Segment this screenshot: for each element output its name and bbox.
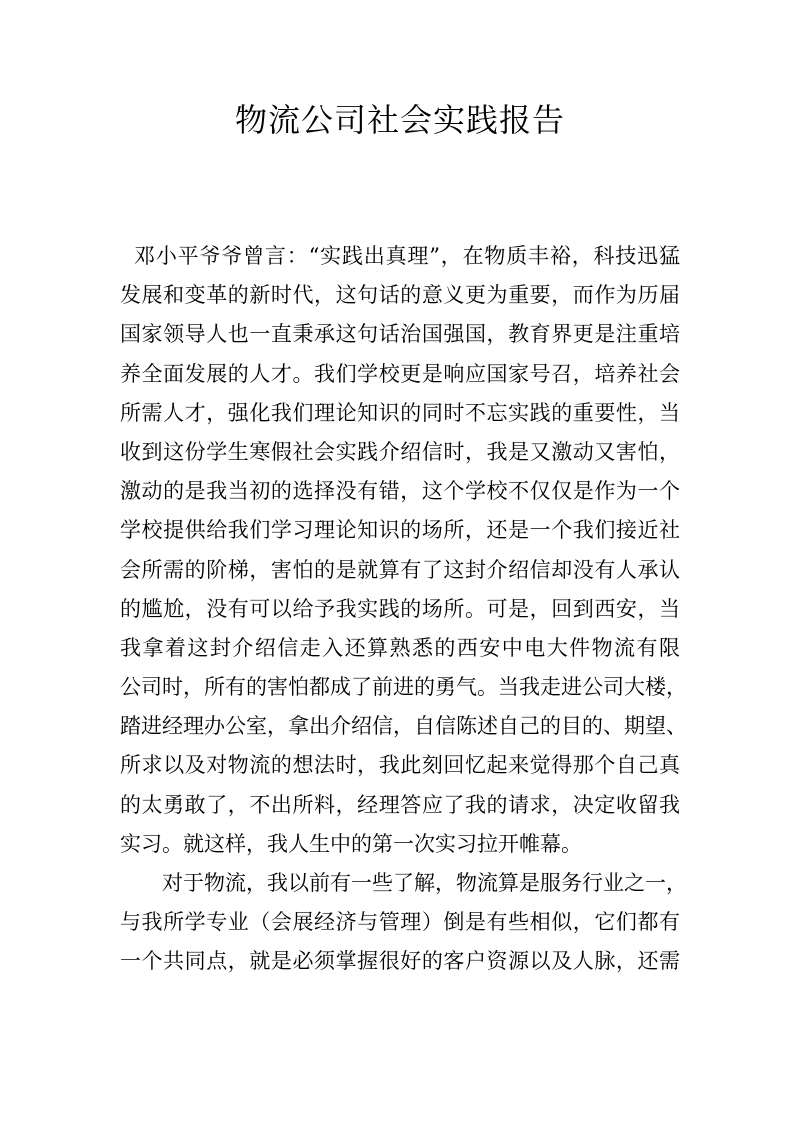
text-line: 我拿着这封介绍信走入还算熟悉的西安中电大件物流有限 — [120, 635, 680, 660]
text-line: 对于物流，我以前有一些了解，物流算是服务行业之一， — [162, 871, 687, 895]
text-line: 的太勇敢了，不出所料，经理答应了我的请求，决定收留我 — [120, 792, 680, 817]
text-line: 养全面发展的人才。我们学校更是响应国家号召，培养社会 — [120, 361, 680, 386]
text-line: 所求以及对物流的想法时，我此刻回忆起来觉得那个自己真 — [120, 753, 680, 778]
text-line: 会所需的阶梯，害怕的是就算有了这封介绍信却没有人承认 — [120, 557, 680, 582]
text-line: 公司时，所有的害怕都成了前进的勇气。当我走进公司大楼， — [120, 675, 687, 700]
text-line: 发展和变革的新时代，这句话的意义更为重要，而作为历届 — [120, 283, 680, 308]
text-line: 国家领导人也一直秉承这句话治国强国，教育界更是注重培 — [120, 322, 680, 347]
document-body — [120, 237, 687, 982]
text-line: 一个共同点，就是必须掌握很好的客户资源以及人脉，还需 — [120, 949, 680, 974]
text-line: 实习。就这样，我人生中的第一次实习拉开帷幕。 — [120, 831, 582, 856]
text-line: 学校提供给我们学习理论知识的场所，还是一个我们接近社 — [120, 518, 680, 543]
text-line: 踏进经理办公室，拿出介绍信，自信陈述自己的目的、期望、 — [120, 714, 687, 739]
text-line: 所需人才，强化我们理论知识的同时不忘实践的重要性，当 — [120, 400, 680, 425]
text-line: 收到这份学生寒假社会实践介绍信时，我是又激动又害怕， — [120, 439, 680, 464]
text-line: 激动的是我当初的选择没有错，这个学校不仅仅是作为一个 — [120, 479, 680, 504]
text-line: 的尴尬，没有可以给予我实践的场所。可是，回到西安，当 — [120, 596, 680, 621]
text-line: 与我所学专业（会展经济与管理）倒是有些相似，它们都有 — [120, 910, 680, 935]
paragraph-1 — [120, 237, 687, 864]
text-line: 邓小平爷爷曾言：“实践出真理”，在物质丰裕，科技迅猛 — [134, 244, 680, 268]
document-title: 物流公司社会实践报告 — [234, 101, 565, 139]
paragraph-2 — [120, 864, 687, 982]
